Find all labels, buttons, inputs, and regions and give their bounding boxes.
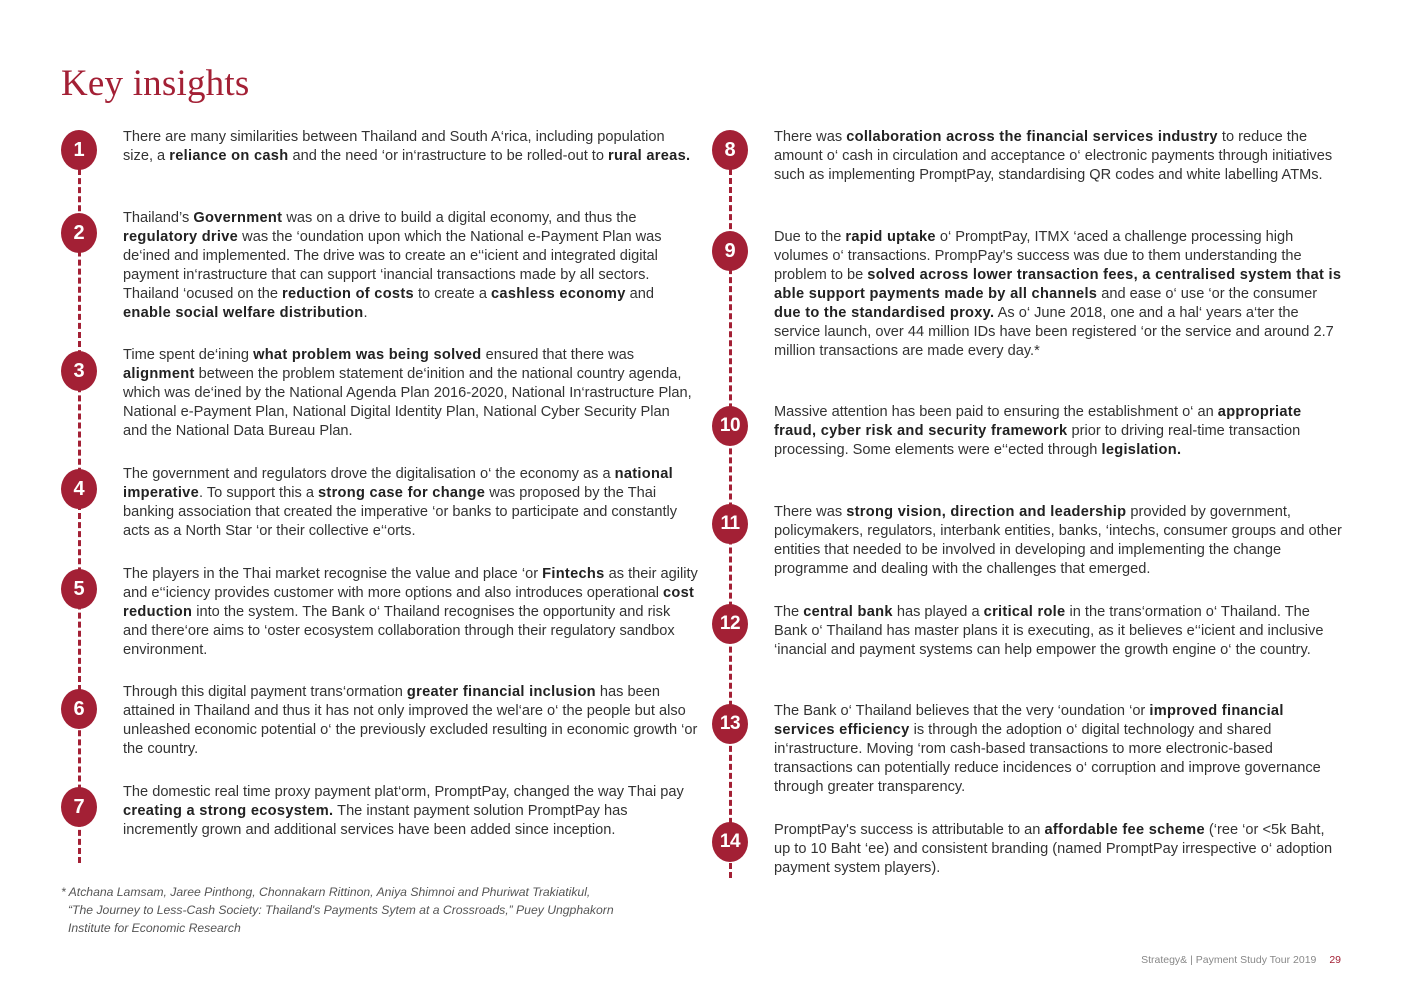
insight-number-badge: 12 [712,604,748,644]
insight-text-run: o‘ PromptPay, ITMX ‘aced a challenge processing high volumes o‘ transactions. PrompPay's success was due to them understanding the problem to be [774,229,1302,283]
insight-text-run: The government and regulators drove the digitalisation o‘ the economy as a [123,466,615,482]
insight-number-badge: 11 [712,504,748,544]
insight-highlight: greater financial inclusion [406,684,596,700]
insight-text [774,228,1344,361]
insight-text-run: provided by government, policymakers, regulators, interbank entities, banks, ‘intechs, consumer groups and other entities that needed to be involved in developing and implementing the change programme and dealing with the challenges that emerged. [774,504,1342,577]
insight-text-run: ensured that there was [481,347,635,363]
footnote-line: “The Journey to Less-Cash Society: Thailand's Payments Sytem at a Crossroads,” Puey Ungphakorn [68,903,614,917]
insight-text-run: The domestic real time proxy payment plat‘orm, PromptPay, changed the way Thai pay [123,784,684,800]
insight-text-run: Through this digital payment trans‘ormation [123,684,407,700]
timeline-line-left [78,160,81,863]
insight-highlight: appropriate fraud, cyber risk and security framework [774,404,1302,439]
insight-highlight: enable social welfare distribution [123,305,364,321]
insight-highlight: strong vision, direction and leadership [846,504,1127,520]
insight-number-badge: 14 [712,822,748,862]
insight-highlight: what problem was being solved [253,347,482,363]
insight-text [774,128,1344,185]
insight-text [123,128,698,166]
insight-text-run: between the problem statement de‘inition and the national country agenda, which was de‘ined by the National Agenda Plan 2016-2020, National In‘rastructure Plan, National e-Payment Plan, National Digital Identity Plan, National Cyber Security Plan and the National Data Bureau Plan. [123,366,692,439]
insight-highlight: rapid uptake [845,229,936,245]
insight-text-run: to reduce the amount o‘ cash in circulation and acceptance o‘ electronic payments through initiatives such as implementing PromptPay, standardising QR codes and white labelling ATMs. [774,129,1333,183]
insight-text-run: . To support this a [199,485,318,501]
insight-text-run: is through the adoption o‘ digital technology and shared in‘rastructure. Moving ‘rom cash-based transactions to more electronic-based transactions can potentially reduce incidences o‘ corruption and improve governance through greater transparency. [774,722,1321,795]
insight-text-run: The [774,604,804,620]
insight-highlight: creating a strong ecosystem. [123,803,334,819]
insight-number-badge: 2 [61,213,97,253]
insight-highlight: collaboration across the financial services industry [846,129,1218,145]
insight-number-badge: 3 [61,351,97,391]
insight-text-run: to create a [413,286,492,302]
insight-text-run: . [363,305,368,321]
insight-text [774,821,1344,878]
insight-text-run: The instant payment solution PromptPay has incremently grown and additional services have been added since inception. [123,803,628,838]
insight-text [774,603,1344,660]
insight-text [123,783,698,840]
insight-text-run: Due to the [774,229,846,245]
footer-brand: Strategy& | [1141,954,1193,966]
insight-text-run: and the need ‘or in‘rastructure to be rolled-out to [288,148,609,164]
insight-text-run: Massive attention has been paid to ensuring the establishment o‘ an [774,404,1218,420]
insight-text-run: There was [774,129,847,145]
page-title: Key insights [61,63,250,104]
insight-text-run: PromptPay's success is attributable to an [774,822,1045,838]
insight-highlight: cashless economy [491,286,626,302]
insight-highlight: central bank [803,604,893,620]
insight-highlight: reduction of costs [282,286,414,302]
insight-text-run: and ease o‘ use ‘or the consumer [1097,286,1318,302]
insight-highlight: alignment [123,366,195,382]
insight-text-run: was on a drive to build a digital economy, and thus the [282,210,637,226]
insight-text-run: There was [774,504,847,520]
insight-highlight: legislation. [1101,442,1182,458]
insight-highlight: Government [193,210,283,226]
insight-number-badge: 7 [61,787,97,827]
insight-number-badge: 9 [712,231,748,271]
insight-number-badge: 13 [712,704,748,744]
insight-text-run: was proposed by the Thai banking association that created the imperative ‘or banks to participate and constantly acts as a North Star ‘or their collective e‘‘orts. [123,485,678,539]
insight-text-run: (‘ree ‘or <5k Baht, up to 10 Baht ‘ee) and consistent branding (named PromptPay irrespective o‘ adoption payment system players). [774,822,1333,876]
insight-text-run: has been attained in Thailand and thus it has not only improved the wel‘are o‘ the people but also unleashed economic potential o‘ the previously excluded resulting in economic growth ‘or the country. [123,684,698,757]
insight-text [123,565,698,660]
insight-text [123,465,698,541]
insight-number-badge: 10 [712,406,748,446]
insight-highlight: improved financial services efficiency [774,703,1284,738]
insight-text-run: has played a [892,604,984,620]
insight-text-run: Thailand’s [123,210,194,226]
insight-highlight: rural areas. [608,148,691,164]
insight-highlight: affordable fee scheme [1044,822,1205,838]
insight-text-run: was the ‘oundation upon which the National e-Payment Plan was de‘ined and implemented. The drive was to create an e‘‘icient and integrated digital payment in‘rastructure that can support ‘inancial transactions made by all sectors. Thailand ‘ocused on the [123,229,662,302]
insight-highlight: Fintechs [542,566,605,582]
insight-text [774,403,1344,460]
insight-text-run: in the trans‘ormation o‘ Thailand. The Bank o‘ Thailand has master plans it is executing, as it believes e‘‘icient and inclusive ‘inancial and payment systems can help empower the growth engine o‘ the country. [774,604,1324,658]
footnote-line: * Atchana Lamsam, Jaree Pinthong, Chonnakarn Rittinon, Aniya Shimnoi and Phuriwat Trakiatikul, [61,885,591,899]
insight-number-badge: 1 [61,130,97,170]
insight-number-badge: 6 [61,689,97,729]
insight-text-run: There are many similarities between Thailand and South A‘rica, including population size, a [123,129,665,164]
insight-number-badge: 8 [712,130,748,170]
insight-text-run: The players in the Thai market recognise the value and place ‘or [123,566,543,582]
insight-text-run: and [625,286,655,302]
insight-highlight: critical role [983,604,1066,620]
insight-highlight: regulatory drive [123,229,239,245]
insight-text [774,503,1344,579]
insight-text-run: The Bank o‘ Thailand believes that the very ‘oundation ‘or [774,703,1150,719]
footer-publication: Payment Study Tour 2019 [1195,954,1317,966]
insight-highlight: reliance on cash [169,148,289,164]
insight-highlight: cost reduction [123,585,695,620]
insight-text-run: As o‘ June 2018, one and a hal‘ years a‘ter the service launch, over 44 million IDs have been registered ‘or the service and around 2.7 million transactions are made every day.* [774,305,1334,359]
insight-text [774,702,1344,797]
insight-text-run: prior to driving real-time transaction processing. Some elements were e‘‘ected through [774,423,1301,458]
insight-number-badge: 5 [61,569,97,609]
insight-highlight: strong case for change [318,485,486,501]
insight-highlight: due to the standardised proxy. [774,305,995,321]
footnote [61,883,614,937]
footnote-line: Institute for Economic Research [68,921,241,935]
insight-text-run: as their agility and e‘‘iciency provides customer with more options and also introduces operational [123,566,698,601]
insight-text [123,346,698,441]
insight-text [123,209,698,323]
insight-text-run: Time spent de‘ining [123,347,254,363]
page-number: 29 [1329,954,1341,966]
insight-text-run: into the system. The Bank o‘ Thailand recognises the opportunity and risk and there‘ore aims to ‘oster ecosystem collaboration through their regulatory sandbox environment. [123,604,675,658]
insight-text [123,683,698,759]
insight-highlight: national imperative [123,466,673,501]
page-footer [1141,954,1341,966]
insight-highlight: solved across lower transaction fees, a centralised system that is able support payments made by all channels [774,267,1342,302]
insight-number-badge: 4 [61,469,97,509]
